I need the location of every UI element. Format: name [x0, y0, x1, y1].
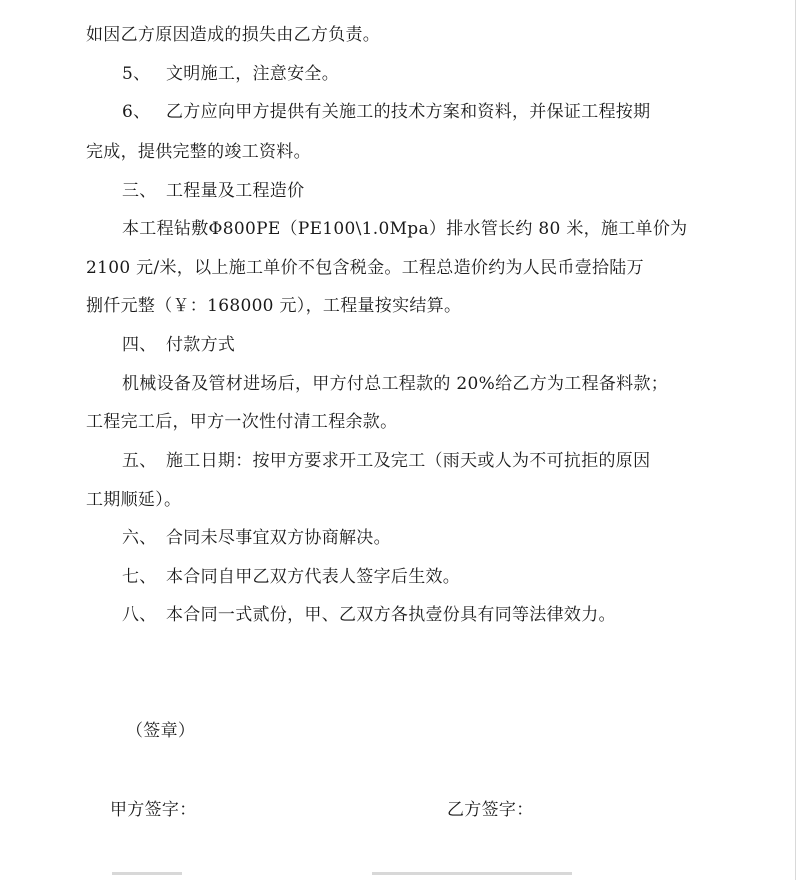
- section-number: 四、: [122, 335, 157, 355]
- clause-5: [122, 63, 339, 85]
- paragraph-line: [122, 218, 687, 240]
- line-text: 工期顺延）。: [86, 490, 182, 510]
- line-text: 2100 元/米，以上施工单价不包含税金。工程总造价约为人民币壹拾陆万: [86, 258, 644, 278]
- paragraph-line: [86, 295, 461, 317]
- section-title: 工程量及工程造价: [166, 181, 305, 201]
- seal-label: （签章）: [126, 721, 196, 741]
- section-number: 七、: [122, 567, 157, 587]
- paragraph-line: [86, 141, 311, 163]
- clause-text: 文明施工，注意安全。: [166, 64, 339, 84]
- section-heading-8: [122, 604, 616, 626]
- section-heading-5: [122, 450, 650, 472]
- section-heading-7: [122, 566, 460, 588]
- paragraph-line: [86, 257, 644, 279]
- paragraph-line: [86, 489, 181, 511]
- section-number: 六、: [122, 528, 157, 548]
- section-text: 本合同一式贰份，甲、乙双方各执壹份具有同等法律效力。: [166, 605, 616, 625]
- clause-6: [122, 101, 650, 123]
- clause-text: 乙方应向甲方提供有关施工的技术方案和资料，并保证工程按期: [166, 102, 651, 122]
- paragraph-line: [86, 411, 397, 433]
- line-text: 捌仟元整（￥：168000 元），工程量按实结算。: [86, 296, 462, 316]
- line-text: 如因乙方原因造成的损失由乙方负责。: [86, 25, 381, 45]
- section-number: 三、: [122, 181, 157, 201]
- section-number: 八、: [122, 605, 157, 625]
- section-heading-4: [122, 334, 235, 356]
- line-text: 本工程钻敷Φ800PE（PE100\1.0Mpa）排水管长约 80 米，施工单价为: [122, 219, 688, 239]
- line-text: 机械设备及管材进场后，甲方付总工程款的 20%给乙方为工程备料款；: [122, 374, 669, 394]
- section-heading-3: [122, 180, 304, 202]
- section-text: 施工日期：按甲方要求开工及完工（雨天或人为不可抗拒的原因: [166, 451, 651, 471]
- party-b-signature-label: 乙方签字：: [447, 800, 534, 820]
- section-text: 本合同自甲乙双方代表人签字后生效。: [166, 567, 461, 587]
- section-title: 付款方式: [166, 335, 236, 355]
- line-text: 完成，提供完整的竣工资料。: [86, 142, 311, 162]
- section-text: 合同未尽事宜双方协商解决。: [166, 528, 391, 548]
- section-heading-6: [122, 527, 391, 549]
- clause-number: 6、: [122, 102, 151, 122]
- clause-number: 5、: [122, 64, 151, 84]
- cut-off-next-line: [0, 872, 796, 880]
- paragraph-line: [122, 373, 668, 395]
- section-number: 五、: [122, 451, 157, 471]
- party-a-signature-label: 甲方签字：: [110, 800, 197, 820]
- line-text: 工程完工后，甲方一次性付清工程余款。: [86, 412, 398, 432]
- paragraph-line: [86, 24, 380, 46]
